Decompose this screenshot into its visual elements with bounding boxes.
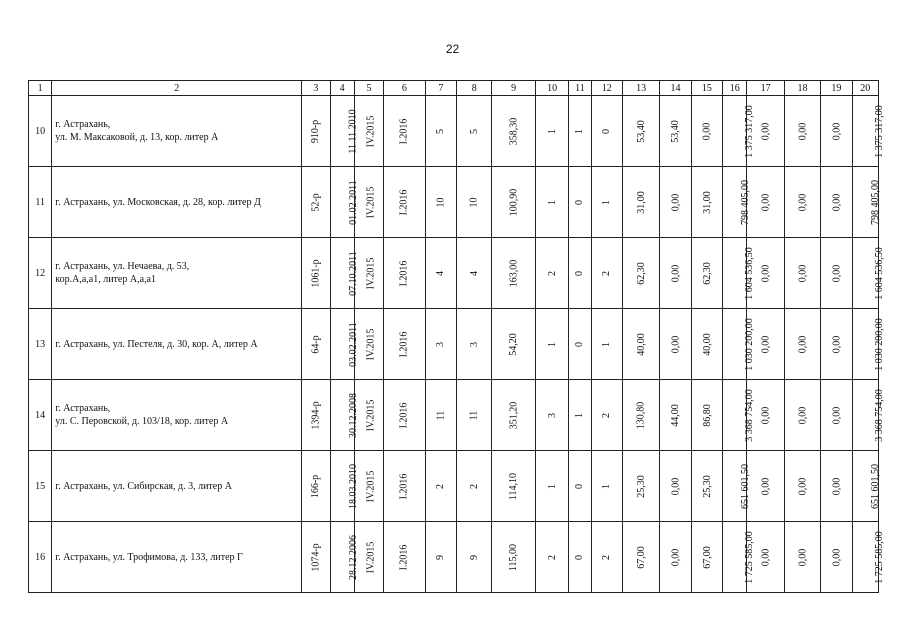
rotated-value: 0,00 [760,548,772,566]
column-number-cell: 4 [330,81,354,96]
value-cell-c14 [660,380,691,451]
rotated-value: 100,90 [508,188,520,216]
value-cell-c10 [535,522,568,593]
table-row [29,309,879,380]
value-cell-c7 [425,96,456,167]
column-number-cell: 13 [622,81,659,96]
value-cell-c11 [569,451,591,522]
address-line: ул. С. Перовской, д. 103/18, кор. литер А [55,416,229,427]
rotated-value: 07.10.2011 [347,250,359,296]
rotated-value: 0 [574,270,586,276]
value-cell-doc-no [302,96,330,167]
value-cell-doc-date [330,451,359,522]
value-cell-c9 [492,380,536,451]
value-cell-c18 [784,238,820,309]
rotated-value: 0 [574,483,586,489]
rotated-value: 798 405,00 [740,179,752,225]
value-cell-c13 [622,451,659,522]
rotated-value: IV.2015 [365,257,377,289]
rotated-value: 62,30 [635,261,647,285]
rotated-value: 86,80 [701,403,713,427]
value-cell-c13 [622,238,659,309]
rotated-value: IV.2015 [365,470,377,502]
address-cell [52,167,302,238]
column-number-cell: 14 [660,81,691,96]
value-cell-c10 [535,238,568,309]
rotated-value: 0,00 [760,193,772,211]
address-line: г. Астрахань, ул. Сибирская, д. 3, литер А [55,480,232,492]
value-cell-c16 [723,309,755,380]
value-cell-c9 [492,451,536,522]
value-cell-doc-date [330,238,359,309]
address-cell [52,96,302,167]
value-cell-c20 [852,522,885,593]
rotated-value: 1 [601,483,613,489]
rotated-value: 10 [468,197,480,207]
table-row [29,167,879,238]
rotated-value: 0,00 [830,122,842,140]
value-cell-c15 [691,96,722,167]
rotated-value: 3 [468,341,480,347]
value-cell-c16 [723,167,752,238]
value-cell-c6 [384,522,425,593]
value-cell-c15 [691,238,722,309]
value-cell-c10 [535,380,568,451]
column-number-cell: 6 [384,81,425,96]
rotated-value: 5 [435,128,447,134]
value-cell-doc-no [302,522,330,593]
column-number-cell: 12 [591,81,622,96]
value-cell-c9 [492,167,536,238]
value-cell-c8 [457,380,492,451]
rotated-value: 798 405,00 [869,179,881,225]
value-cell-c13 [622,96,659,167]
value-cell-c18 [784,380,820,451]
rotated-value: 67,00 [701,545,713,569]
rotated-value: 0,00 [760,122,772,140]
rotated-value: 2 [601,554,613,560]
value-cell-c6 [384,96,425,167]
value-cell-c8 [457,96,492,167]
rotated-value: 1 030 200,00 [743,317,755,371]
rotated-value: 5 [468,128,480,134]
rotated-value: IV.2015 [365,115,377,147]
address-cell [52,522,302,593]
value-cell-c11 [569,96,591,167]
rotated-value: 0 [601,128,613,134]
column-number-cell: 3 [302,81,330,96]
rotated-value: 25,30 [701,474,713,498]
value-cell-doc-date [330,380,359,451]
value-cell-c8 [457,167,492,238]
table-row [29,238,879,309]
rotated-value: 351,20 [508,401,520,429]
value-cell-c7 [425,238,456,309]
value-cell-c12 [591,451,622,522]
rotated-value: IV.2015 [365,328,377,360]
rotated-value: I.2016 [398,118,410,144]
value-cell-c17 [747,451,784,522]
rotated-value: 40,00 [635,332,647,356]
column-number-cell: 8 [457,81,492,96]
rotated-value: 01.02.2011 [347,179,359,225]
value-cell-c10 [535,96,568,167]
rotated-value: 3 [435,341,447,347]
row-number-cell: 13 [29,309,52,380]
column-number-row [29,81,879,96]
rotated-value: 0 [574,199,586,205]
rotated-value: 166-р [310,474,322,498]
value-cell-c7 [425,522,456,593]
rotated-value: 651 601,50 [740,463,752,509]
rotated-value: 67,00 [635,545,647,569]
rotated-value: 0,00 [830,406,842,424]
rotated-value: 30.12.2008 [347,392,359,438]
address-cell [52,309,302,380]
rotated-value: 2 [546,554,558,560]
value-cell-c9 [492,96,536,167]
column-number-cell: 20 [852,81,878,96]
column-number-cell: 5 [354,81,383,96]
rotated-value: 0,00 [830,548,842,566]
value-cell-c6 [384,380,425,451]
row-number-cell: 16 [29,522,52,593]
rotated-value: 1 [601,199,613,205]
value-cell-c12 [591,309,622,380]
rotated-value: 114,10 [508,472,520,500]
rotated-value: 0,00 [760,406,772,424]
value-cell-doc-no [302,309,330,380]
value-cell-c11 [569,167,591,238]
value-cell-c8 [457,238,492,309]
value-cell-c9 [492,522,536,593]
rotated-value: 31,00 [701,190,713,214]
row-number-cell: 10 [29,96,52,167]
value-cell-c16 [723,96,755,167]
rotated-value: 4 [468,270,480,276]
rotated-value: 11 [468,410,480,420]
value-cell-c15 [691,380,722,451]
rotated-value: I.2016 [398,402,410,428]
value-cell-c13 [622,309,659,380]
rotated-value: 0,00 [796,406,808,424]
value-cell-c20 [852,167,881,238]
rotated-value: 0,00 [670,335,682,353]
value-cell-c19 [821,167,852,238]
value-cell-c19 [821,309,852,380]
rotated-value: IV.2015 [365,399,377,431]
rotated-value: 54,20 [508,332,520,356]
rotated-value: 358,30 [508,117,520,145]
value-cell-c17 [747,167,784,238]
rotated-value: 910-р [310,119,322,143]
value-cell-c19 [821,96,852,167]
rotated-value: 44,00 [670,403,682,427]
address-line: г. Астрахань, [55,119,111,130]
rotated-value: 11.11.2010 [347,108,359,154]
column-number-cell: 19 [821,81,852,96]
column-number-cell: 18 [784,81,820,96]
value-cell-c11 [569,522,591,593]
value-cell-c11 [569,380,591,451]
rotated-value: 3 368 754,00 [873,388,885,442]
value-cell-c7 [425,451,456,522]
rotated-value: 25,30 [635,474,647,498]
rotated-value: 28.12.2006 [347,534,359,580]
value-cell-c19 [821,238,852,309]
value-cell-c19 [821,522,852,593]
rotated-value: 1 [601,341,613,347]
value-cell-c11 [569,309,591,380]
rotated-value: 1 [546,199,558,205]
rotated-value: 31,00 [635,190,647,214]
column-number-cell: 17 [747,81,784,96]
value-cell-c8 [457,309,492,380]
address-line: г. Астрахань, ул. Московская, д. 28, кор. литер Д [55,196,261,208]
rotated-value: 4 [435,270,447,276]
rotated-value: 0,00 [670,264,682,282]
value-cell-c15 [691,451,722,522]
value-cell-doc-date [330,309,359,380]
table-row [29,96,879,167]
rotated-value: I.2016 [398,189,410,215]
rotated-value: I.2016 [398,260,410,286]
value-cell-doc-date [330,96,359,167]
rotated-value: I.2016 [398,331,410,357]
rotated-value: 0,00 [670,193,682,211]
rotated-value: 115,00 [508,543,520,571]
rotated-value: 0,00 [796,122,808,140]
value-cell-c7 [425,380,456,451]
rotated-value: 0,00 [670,548,682,566]
rotated-value: 651 601,50 [869,463,881,509]
value-cell-c12 [591,96,622,167]
rotated-value: 1 [574,412,586,418]
rotated-value: 1074-р [310,542,322,572]
rotated-value: 2 [435,483,447,489]
rotated-value: 0,00 [760,335,772,353]
address-cell [52,380,302,451]
table-row [29,522,879,593]
column-number-cell: 11 [569,81,591,96]
value-cell-doc-no [302,451,330,522]
value-cell-c11 [569,238,591,309]
rotated-value: 1 [546,341,558,347]
value-cell-c7 [425,167,456,238]
value-cell-doc-no [302,380,330,451]
rotated-value: 1 375 317,00 [743,104,755,158]
rotated-value: 0,00 [796,193,808,211]
value-cell-c6 [384,238,425,309]
address-line: г. Астрахань, ул. Пестеля, д. 30, кор. А, литер А [55,338,258,350]
value-cell-c16 [723,451,752,522]
row-number-cell: 15 [29,451,52,522]
value-cell-c20 [852,96,885,167]
value-cell-c6 [384,167,425,238]
value-cell-c19 [821,451,852,522]
value-cell-c9 [492,309,536,380]
value-cell-c13 [622,380,659,451]
row-number-cell: 11 [29,167,52,238]
rotated-value: 9 [468,554,480,560]
rotated-value: 0,00 [796,477,808,495]
value-cell-c6 [384,451,425,522]
value-cell-c18 [784,96,820,167]
value-cell-c8 [457,451,492,522]
value-cell-c14 [660,309,691,380]
value-cell-c13 [622,167,659,238]
column-number-cell: 15 [691,81,722,96]
address-line: г. Астрахань, [55,403,111,414]
rotated-value: 10 [435,197,447,207]
table-row [29,451,879,522]
value-cell-c5 [354,96,383,167]
value-cell-c12 [591,167,622,238]
row-number-cell: 14 [29,380,52,451]
rotated-value: 53,40 [635,119,647,143]
value-cell-c6 [384,309,425,380]
page-number: 22 [445,42,460,56]
rotated-value: 2 [468,483,480,489]
rotated-value: 1394-р [310,400,322,430]
value-cell-c8 [457,522,492,593]
rotated-value: 1061-р [310,258,322,288]
value-cell-c12 [591,380,622,451]
rotated-value: 64-р [310,334,322,354]
column-number-cell: 7 [425,81,456,96]
rotated-value: 2 [601,270,613,276]
rotated-value: 53,40 [670,119,682,143]
value-cell-c19 [821,380,852,451]
value-cell-doc-date [330,522,359,593]
rotated-value: 130,80 [635,401,647,429]
rotated-value: 1 375 317,00 [873,104,885,158]
rotated-value: 0 [574,341,586,347]
value-cell-c12 [591,522,622,593]
rotated-value: 3 368 754,00 [743,388,755,442]
address-line: ул. М. Максаковой, д. 13, кор. литер А [55,132,219,143]
rotated-value: 9 [435,554,447,560]
rotated-value: 0,00 [796,264,808,282]
rotated-value: 0,00 [670,477,682,495]
value-cell-c14 [660,451,691,522]
rotated-value: 0,00 [760,264,772,282]
rotated-value: 11 [435,410,447,420]
value-cell-c12 [591,238,622,309]
rotated-value: IV.2015 [365,186,377,218]
rotated-value: 0,00 [796,335,808,353]
column-number-cell: 16 [723,81,747,96]
address-cell [52,451,302,522]
value-cell-c10 [535,167,568,238]
rotated-value: 0 [574,554,586,560]
column-number-cell: 2 [52,81,302,96]
value-cell-c10 [535,309,568,380]
rotated-value: 52-р [310,192,322,212]
value-cell-c14 [660,167,691,238]
value-cell-c15 [691,167,722,238]
rotated-value: 1 725 585,00 [873,530,885,584]
value-cell-c20 [852,309,885,380]
rotated-value: 18.03.2010 [347,463,359,509]
rotated-value: 03.02.2011 [347,321,359,367]
value-cell-c9 [492,238,536,309]
value-cell-c16 [723,522,755,593]
rotated-value: 0,00 [830,477,842,495]
value-cell-c20 [852,238,885,309]
rotated-value: 1 030 200,00 [873,317,885,371]
rotated-value: 0,00 [830,335,842,353]
address-line: кор.А,а,а1, литер А,а,а1 [55,274,156,285]
value-cell-c7 [425,309,456,380]
column-number-cell: 9 [492,81,536,96]
rotated-value: 1 [546,483,558,489]
row-number-cell: 12 [29,238,52,309]
address-line: г. Астрахань, ул. Нечаева, д. 53, [55,261,190,272]
value-cell-c14 [660,96,691,167]
rotated-value: 163,00 [508,259,520,287]
value-cell-c18 [784,167,820,238]
rotated-value: 0,00 [796,548,808,566]
value-cell-c14 [660,238,691,309]
value-cell-c18 [784,522,820,593]
value-cell-c18 [784,309,820,380]
rotated-value: 2 [546,270,558,276]
housing-table [28,80,885,593]
column-number-cell: 10 [535,81,568,96]
value-cell-c16 [723,380,755,451]
value-cell-c16 [723,238,755,309]
rotated-value: 1 [546,128,558,134]
rotated-value: 0,00 [760,477,772,495]
value-cell-doc-no [302,167,330,238]
value-cell-c18 [784,451,820,522]
value-cell-c13 [622,522,659,593]
rotated-value: I.2016 [398,473,410,499]
rotated-value: 3 [546,412,558,418]
rotated-value: 1 604 536,50 [743,246,755,300]
value-cell-c10 [535,451,568,522]
table-row [29,380,879,451]
rotated-value: 40,00 [701,332,713,356]
rotated-value: 62,30 [701,261,713,285]
value-cell-doc-date [330,167,359,238]
value-cell-c15 [691,522,722,593]
rotated-value: IV.2015 [365,541,377,573]
address-line: г. Астрахань, ул. Трофимова, д. 133, литер Г [55,551,243,563]
value-cell-doc-no [302,238,330,309]
rotated-value: 1 725 585,00 [743,530,755,584]
rotated-value: 2 [601,412,613,418]
value-cell-c15 [691,309,722,380]
rotated-value: 1 604 536,50 [873,246,885,300]
column-number-cell: 1 [29,81,52,96]
value-cell-c14 [660,522,691,593]
address-cell [52,238,302,309]
rotated-value: 0,00 [701,122,713,140]
rotated-value: 0,00 [830,264,842,282]
value-cell-c20 [852,380,885,451]
rotated-value: 0,00 [830,193,842,211]
rotated-value: I.2016 [398,544,410,570]
value-cell-c20 [852,451,881,522]
rotated-value: 1 [574,128,586,134]
